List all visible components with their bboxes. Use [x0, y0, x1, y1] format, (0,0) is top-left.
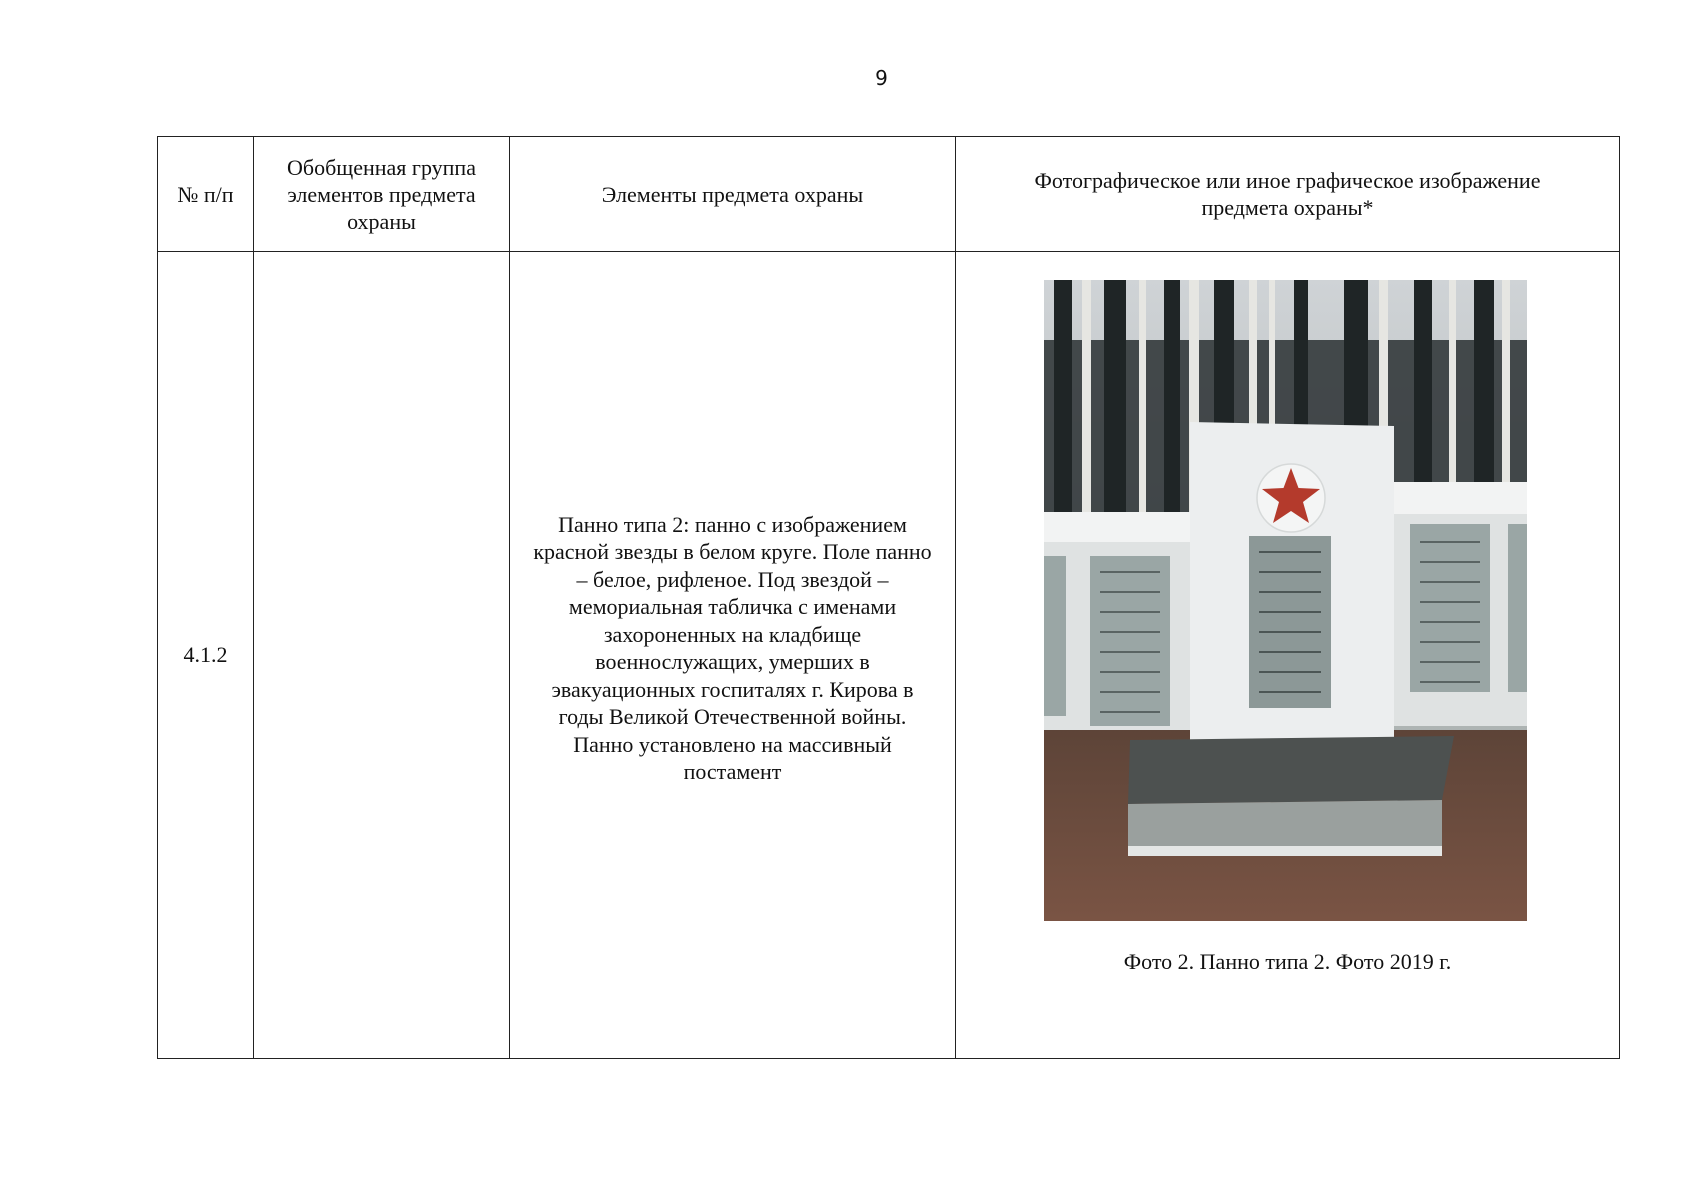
- row-group: [254, 252, 510, 1059]
- page-number: 9: [875, 66, 888, 90]
- header-group: Обобщенная группа элементов предмета охраны: [254, 137, 510, 252]
- header-elements: Элементы предмета охраны: [510, 137, 956, 252]
- row-description: Панно типа 2: панно с изображением красной звезды в белом круге. Поле панно – белое, рифленое. Под звездой – мемориальная табличка с именами захороненных на кладбище военнослужащих, умерших в эвакуационных госпиталях г. Кирова в годы Великой Отечественной войны. Панно установлено на массивный постамент: [510, 252, 956, 1059]
- protection-table: [157, 136, 1620, 1059]
- table-header-row: [158, 137, 1620, 252]
- photo-caption: Фото 2. Панно типа 2. Фото 2019 г.: [1123, 949, 1452, 974]
- row-photo-cell: [956, 252, 1620, 1059]
- row-number: 4.1.2: [158, 252, 254, 1059]
- header-photo: Фотографическое или иное графическое изображение предмета охраны*: [956, 137, 1620, 252]
- memorial-photo: [1044, 280, 1527, 921]
- table-row: [158, 252, 1620, 1059]
- header-number: № п/п: [158, 137, 254, 252]
